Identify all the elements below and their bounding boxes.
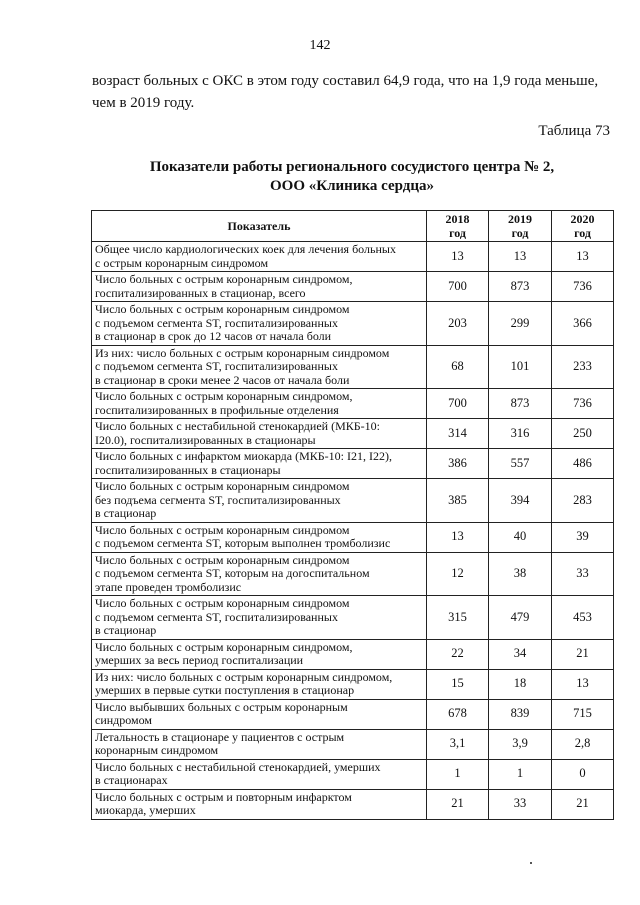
- table-row: [92, 729, 614, 759]
- table-label: Таблица 73: [538, 123, 610, 139]
- title-line-2: ООО «Клиника сердца»: [269, 178, 434, 194]
- value-2018: 314: [427, 419, 489, 449]
- value-2018: 68: [427, 345, 489, 389]
- value-2019: 873: [489, 389, 552, 419]
- value-2018: 385: [427, 479, 489, 523]
- indicator-cell: [92, 669, 427, 699]
- indicator-line: Число больных с острым коронарным синдромом,: [95, 389, 353, 403]
- indicator-line: Число больных с острым коронарным синдромом: [95, 302, 350, 316]
- header-indicator: Показатель: [92, 211, 427, 242]
- value-2018: 13: [427, 242, 489, 272]
- value-2019: 479: [489, 596, 552, 640]
- value-2020: 283: [552, 479, 614, 523]
- value-2018: 3,1: [427, 729, 489, 759]
- value-2018: 386: [427, 449, 489, 479]
- table-row: [92, 449, 614, 479]
- indicator-cell: [92, 552, 427, 596]
- value-2020: 736: [552, 389, 614, 419]
- value-2019: 18: [489, 669, 552, 699]
- indicator-line: Из них: число больных с острым коронарным синдромом: [95, 345, 390, 360]
- table-row: [92, 389, 614, 419]
- table-title: [92, 158, 612, 196]
- indicator-line: в стационар: [95, 506, 157, 520]
- indicator-line: Число больных с нестабильной стенокардией, умерших: [95, 759, 381, 774]
- value-2020: 453: [552, 596, 614, 640]
- header-2018: [427, 211, 489, 242]
- table-row: [92, 639, 614, 669]
- header-2020-unit: год: [574, 226, 591, 240]
- indicator-line: коронарным синдромом: [95, 743, 219, 757]
- value-2018: 22: [427, 639, 489, 669]
- indicator-line: госпитализированных в стационар, всего: [95, 285, 306, 300]
- indicator-line: в стационарах: [95, 773, 168, 787]
- indicator-line: без подъема сегмента ST, госпитализированных: [95, 492, 341, 507]
- indicator-cell: [92, 699, 427, 729]
- value-2019: 316: [489, 419, 552, 449]
- header-2018-year: 2018: [445, 212, 470, 226]
- indicator-line: с острым коронарным синдромом: [95, 255, 269, 270]
- indicator-line: с подъемом сегмента ST, которым выполнен тромболизис: [95, 536, 391, 550]
- value-2019: 299: [489, 302, 552, 346]
- value-2019: 394: [489, 479, 552, 523]
- value-2020: 366: [552, 302, 614, 346]
- value-2019: 839: [489, 699, 552, 729]
- value-2020: 486: [552, 449, 614, 479]
- value-2018: 678: [427, 699, 489, 729]
- indicator-cell: [92, 479, 427, 523]
- indicator-line: Число больных с острым коронарным синдромом,: [95, 639, 353, 654]
- table-row: [92, 419, 614, 449]
- value-2020: 715: [552, 699, 614, 729]
- value-2019: 873: [489, 272, 552, 302]
- table-row: [92, 759, 614, 789]
- indicator-cell: [92, 389, 427, 419]
- value-2018: 315: [427, 596, 489, 640]
- value-2020: 0: [552, 759, 614, 789]
- indicator-line: с подъемом сегмента ST, госпитализированных: [95, 359, 338, 373]
- table-row: [92, 242, 614, 272]
- value-2018: 12: [427, 552, 489, 596]
- indicator-line: госпитализированных в профильные отделения: [95, 402, 339, 417]
- indicator-line: Общее число кардиологических коек для лечения больных: [95, 242, 396, 256]
- title-line-1: Показатели работы регионального сосудистого центра № 2,: [149, 159, 555, 175]
- header-2019-year: 2019: [508, 212, 532, 226]
- table-row: [92, 522, 614, 552]
- header-row: [92, 211, 614, 242]
- value-2019: 557: [489, 449, 552, 479]
- indicator-cell: [92, 242, 427, 272]
- value-2020: 13: [552, 242, 614, 272]
- indicator-line: в стационар в срок до 12 часов от начала боли: [95, 329, 332, 343]
- indicator-line: миокарда, умерших: [95, 803, 196, 817]
- value-2018: 15: [427, 669, 489, 699]
- value-2020: 13: [552, 669, 614, 699]
- value-2020: 2,8: [552, 729, 614, 759]
- value-2018: 203: [427, 302, 489, 346]
- indicator-line: Из них: число больных с острым коронарным синдромом,: [95, 669, 393, 684]
- header-2019-unit: год: [511, 226, 529, 240]
- table-body: [92, 242, 614, 820]
- table-row: [92, 699, 614, 729]
- indicator-line: умерших за весь период госпитализации: [95, 653, 304, 667]
- table-row: [92, 479, 614, 523]
- indicator-line: Летальность в стационаре у пациентов с острым: [95, 729, 345, 744]
- indicator-line: Число больных с инфарктом миокарда (МКБ-10: I21, I22),: [95, 449, 392, 463]
- value-2018: 700: [427, 389, 489, 419]
- indicator-line: Число выбывших больных с острым коронарным: [95, 699, 348, 714]
- table-row: [92, 345, 614, 389]
- value-2019: 1: [489, 759, 552, 789]
- header-2020: [552, 211, 614, 242]
- indicator-cell: [92, 522, 427, 552]
- indicator-line: Число больных с острым коронарным синдромом,: [95, 272, 353, 286]
- indicator-cell: [92, 596, 427, 640]
- scan-speck: [530, 862, 532, 864]
- indicators-table: [91, 210, 614, 820]
- indicator-line: синдромом: [95, 713, 153, 727]
- value-2018: 700: [427, 272, 489, 302]
- indicator-cell: [92, 449, 427, 479]
- indicator-cell: [92, 729, 427, 759]
- value-2019: 40: [489, 522, 552, 552]
- intro-paragraph: возраст больных с ОКС в этом году составил 64,9 года, что на 1,9 года меньше, чем в 2019 году.: [92, 73, 599, 111]
- indicator-line: Число больных с нестабильной стенокардией (МКБ-10:: [95, 419, 380, 433]
- value-2019: 101: [489, 345, 552, 389]
- indicator-cell: [92, 759, 427, 789]
- indicator-cell: [92, 639, 427, 669]
- indicator-line: с подъемом сегмента ST, госпитализированных: [95, 609, 338, 624]
- indicator-cell: [92, 345, 427, 389]
- table-row: [92, 789, 614, 819]
- indicator-line: Число больных с острым коронарным синдромом: [95, 522, 350, 537]
- indicator-line: Число больных с острым и повторным инфарктом: [95, 789, 352, 804]
- value-2020: 233: [552, 345, 614, 389]
- header-2020-year: 2020: [570, 212, 595, 226]
- indicator-line: Число больных с острым коронарным синдромом: [95, 596, 350, 610]
- table-row: [92, 596, 614, 640]
- indicator-line: умерших в первые сутки поступления в стационар: [95, 683, 355, 697]
- value-2020: 250: [552, 419, 614, 449]
- value-2020: 21: [552, 789, 614, 819]
- table-row: [92, 302, 614, 346]
- table-row: [92, 552, 614, 596]
- value-2018: 13: [427, 522, 489, 552]
- indicator-cell: [92, 272, 427, 302]
- value-2019: 33: [489, 789, 552, 819]
- indicator-cell: [92, 302, 427, 346]
- indicator-line: I20.0), госпитализированных в стационары: [95, 432, 316, 447]
- header-2018-unit: год: [449, 226, 466, 240]
- value-2019: 38: [489, 552, 552, 596]
- value-2019: 34: [489, 639, 552, 669]
- value-2020: 33: [552, 552, 614, 596]
- table-row: [92, 669, 614, 699]
- indicator-line: Число больных с острым коронарным синдромом: [95, 552, 350, 567]
- value-2020: 39: [552, 522, 614, 552]
- indicator-cell: [92, 789, 427, 819]
- indicator-line: с подъемом сегмента ST, госпитализированных: [95, 315, 338, 330]
- value-2019: 13: [489, 242, 552, 272]
- value-2020: 21: [552, 639, 614, 669]
- indicator-line: Число больных с острым коронарным синдромом: [95, 479, 350, 493]
- value-2020: 736: [552, 272, 614, 302]
- value-2018: 21: [427, 789, 489, 819]
- page-number: 142: [309, 38, 331, 53]
- value-2019: 3,9: [489, 729, 552, 759]
- indicator-line: этапе проведен тромболизис: [95, 579, 242, 594]
- indicator-cell: [92, 419, 427, 449]
- table-row: [92, 272, 614, 302]
- indicator-line: с подъемом сегмента ST, которым на догоспитальном: [95, 566, 370, 580]
- header-2019: [489, 211, 552, 242]
- value-2018: 1: [427, 759, 489, 789]
- indicator-line: в стационар: [95, 623, 157, 637]
- indicator-line: госпитализированных в стационары: [95, 462, 281, 477]
- indicator-line: в стационар в сроки менее 2 часов от начала боли: [95, 372, 350, 387]
